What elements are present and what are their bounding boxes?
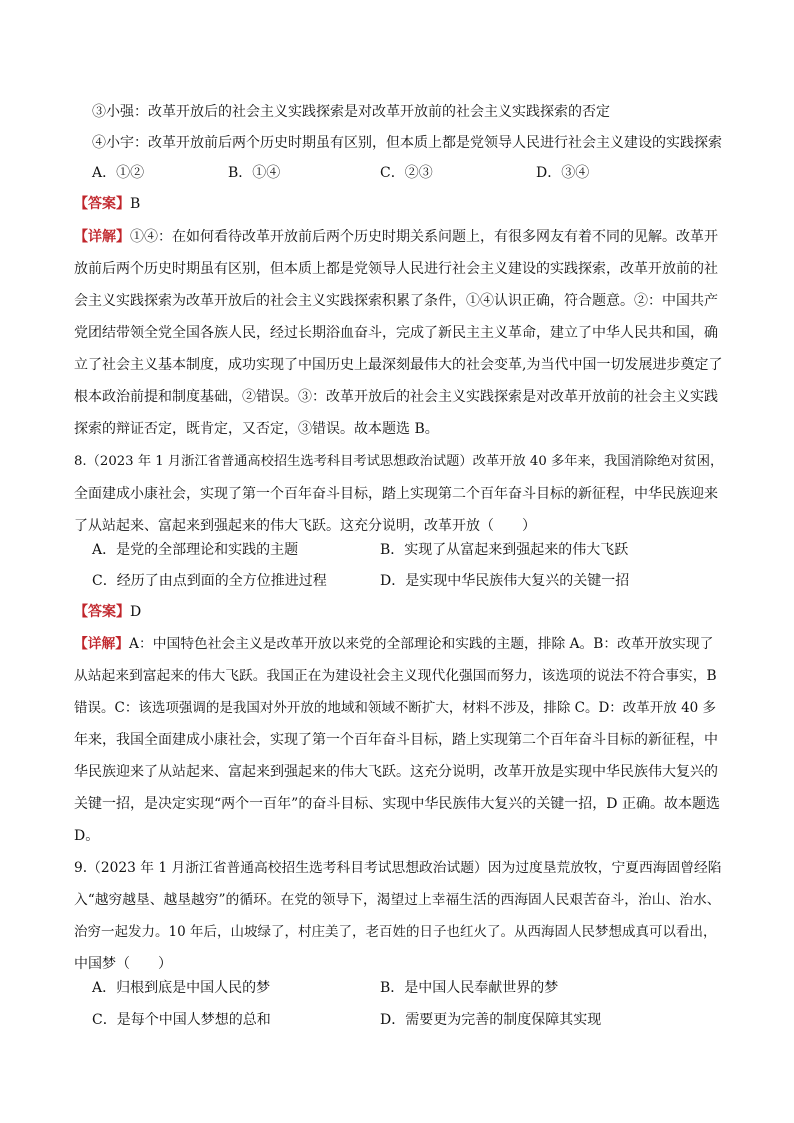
q8-option-d: D．是实现中华民族伟大复兴的关键一招 <box>380 573 630 589</box>
q8-option-b: B．实现了从富起来到强起来的伟大飞跃 <box>380 542 629 558</box>
answer-value: B <box>130 196 141 212</box>
answer-label: 【答案】 <box>74 196 130 212</box>
detail-line-2: 放前后两个历史时期虽有区别，但本质上都是党领导人民进行社会主义建设的实践探索，改革开放前的社 <box>74 261 718 277</box>
q8-stem-3: 了从站起来、富起来到强起来的伟大飞跃。这充分说明，改革开放（ ） <box>74 518 536 534</box>
q8-answer-line <box>74 602 141 622</box>
q9-stem-1: 9.（2023 年 1 月浙江省普通高校招生选考科目考试思想政治试题）因为过度垦荒放牧，宁夏西海固曾经陷 <box>74 860 722 876</box>
q9-option-a: A．归根到底是中国人民的梦 <box>92 980 271 996</box>
detail-line-7: 探索的辩证否定，既肯定，又否定，③错误。故本题选 B。 <box>74 421 439 437</box>
detail-line-1 <box>74 227 718 247</box>
q8-stem-1: 8.（2023 年 1 月浙江省普通高校招生选考科目考试思想政治试题）改革开放 40 多年来，我国消除绝对贫困， <box>74 454 724 469</box>
option-c: C．②③ <box>380 165 433 181</box>
q9-option-c: C．是每个中国人梦想的总和 <box>92 1012 271 1028</box>
statement-4: ④小宇：改革开放前后两个历史时期虽有区别，但本质上都是党领导人民进行社会主义建设的实践探索 <box>92 135 722 151</box>
option-b: B．①④ <box>228 165 281 181</box>
detail-line-4: 党团结带领全党全国各族人民，经过长期浴血奋斗，完成了新民主主义革命，建立了中华人民共和国，确 <box>74 325 718 341</box>
q8-stem-2: 全面建成小康社会，实现了第一个百年奋斗目标，踏上实现第二个百年奋斗目标的新征程，中华民族迎来 <box>74 486 718 502</box>
q8-detail-text: A：中国特色社会主义是改革开放以来党的全部理论和实践的主题，排除 A。B：改革开放实现了 <box>129 636 714 652</box>
q8-detail-line-7: D。 <box>74 828 100 844</box>
detail-line-6: 根本政治前提和制度基础，②错误。③：改革开放后的社会主义实践探索是对改革开放前的社会主义实践 <box>74 389 718 405</box>
q8-detail-line-6: 关键一招，是决定实现“两个一百年”的奋斗目标、实现中华民族伟大复兴的关键一招，D 正确。故本题选 <box>74 796 720 812</box>
detail-line-3: 会主义实践探索为改革开放后的社会主义实践探索积累了条件，①④认识正确，符合题意。②：中国共产 <box>74 293 718 309</box>
option-a: A．①② <box>92 165 145 181</box>
q9-stem-4: 中国梦（ ） <box>74 956 172 972</box>
detail-text: ①④：在如何看待改革开放前后两个历史时期关系问题上，有很多网友有着不同的见解。改革开 <box>130 229 718 245</box>
detail-label: 【详解】 <box>74 229 130 245</box>
q8-answer-value: D <box>130 604 142 620</box>
q8-option-c: C．经历了由点到面的全方位推进过程 <box>92 573 327 589</box>
q9-stem-2: 入“越穷越垦、越垦越穷”的循环。在党的领导下，渴望过上幸福生活的西海固人民艰苦奋斗，治山、治水、 <box>74 892 721 908</box>
q8-detail-line-2: 从站起来到富起来的伟大飞跃。我国正在为建设社会主义现代化强国而努力，该选项的说法不符合事实，B <box>74 668 717 684</box>
answer-line <box>74 194 140 214</box>
q8-detail-line-3: 错误。C：该选项强调的是我国对外开放的地域和领域不断扩大，材料不涉及，排除 C。D：改革开放 40 多 <box>74 700 717 716</box>
q9-option-b: B．是中国人民奉献世界的梦 <box>380 980 559 996</box>
q9-option-d: D．需要更为完善的制度保障其实现 <box>380 1012 602 1028</box>
detail-line-5: 立了社会主义基本制度，成功实现了中国历史上最深刻最伟大的社会变革,为当代中国一切发展进步奠定了 <box>74 357 723 373</box>
q8-detail-label: 【详解】 <box>74 636 130 652</box>
q9-stem-3: 治穷一起发力。10 年后，山坡绿了，村庄美了，老百姓的日子也红火了。从西海固人民梦想成真可以看出， <box>74 924 717 940</box>
q8-detail-line-1 <box>74 634 713 654</box>
q8-option-a: A．是党的全部理论和实践的主题 <box>92 542 299 558</box>
option-d: D．③④ <box>536 165 590 181</box>
q8-detail-line-5: 华民族迎来了从站起来、富起来到强起来的伟大飞跃。这充分说明，改革开放是实现中华民族伟大复兴的 <box>74 764 718 780</box>
statement-3: ③小强：改革开放后的社会主义实践探索是对改革开放前的社会主义实践探索的否定 <box>92 104 610 120</box>
q8-answer-label: 【答案】 <box>74 604 130 620</box>
q8-detail-line-4: 年来，我国全面建成小康社会，实现了第一个百年奋斗目标，踏上实现第二个百年奋斗目标的新征程，中 <box>74 732 718 748</box>
